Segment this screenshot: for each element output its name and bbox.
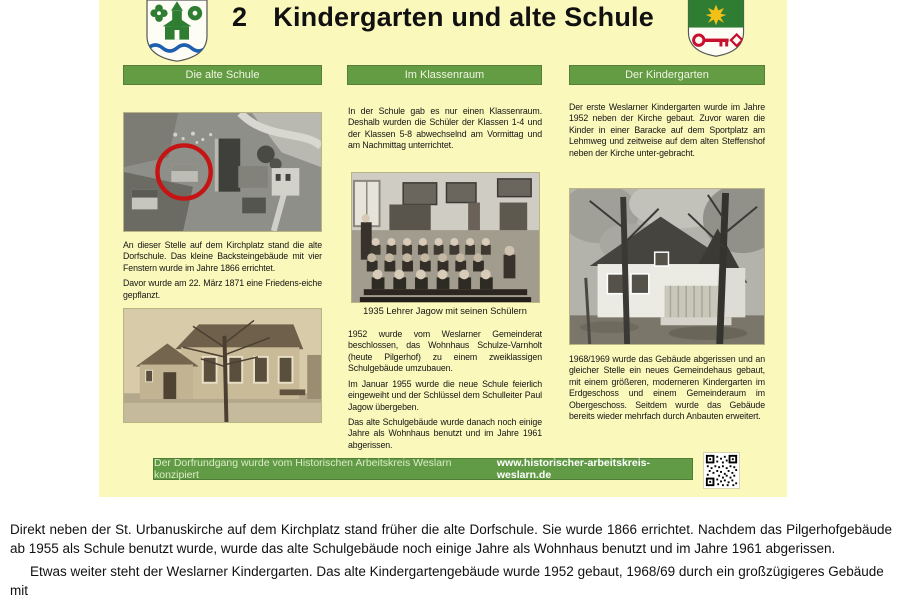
board-title — [99, 2, 787, 33]
gemeindehaus-paragraph-1: 1968/1969 wurde das Gebäude abgerissen und an gleicher Stelle ein neues Gemeindehaus gebaut, mit einem größeren, moderneren Kindergarten im Erdgeschoss und einem Gemeinderaum im Obergeschoss. Seitdem wurde das Gebäude bereits wieder mehrfach durch Anbauten erweitert. — [569, 354, 765, 422]
column-header-old-school-label: Die alte Schule — [185, 69, 260, 81]
old-school-paragraph-2: Davor wurde am 22. März 1871 eine Friedens-eiche gepflanzt. — [123, 278, 322, 300]
district-coat-of-arms-icon — [685, 0, 747, 44]
column-header-classroom-label: Im Klassenraum — [404, 69, 485, 81]
column-header-kindergarten — [569, 65, 765, 85]
old-school-paragraph-1: An dieser Stelle auf dem Kirchplatz stand die alte Dorfschule. Das kleine Backsteingebäude mit vier Fenstern wurde im Jahre 1866 errichtet. — [123, 240, 322, 273]
new-school-paragraph-3: Das alte Schulgebäude wurde danach noch einige Jahre als Wohnhaus benutzt und im Jahre 1961 abgerissen. — [348, 416, 542, 450]
old-school-building-photo — [123, 308, 322, 423]
aerial-photo-church-old-school — [123, 112, 322, 232]
board-number: 2 — [232, 2, 248, 32]
kindergarten-paragraph-1: Der erste Weslarner Kindergarten wurde im Jahre 1952 neben der Kirche gebaut. Zuvor waren die Kinder in einer Baracke auf dem Sportplatz am Lehmweg und zeitweise auf dem alten Steffenshof neben der Kirche unter-gebracht. — [569, 102, 765, 158]
new-school-text — [348, 329, 542, 455]
old-school-text — [123, 240, 322, 305]
classroom-1935-photo — [351, 172, 540, 303]
new-school-paragraph-2: Im Januar 1955 wurde die neue Schule feierlich eingeweiht und der Schlüssel dem Schulleiter Paul Jagow übergeben. — [348, 378, 542, 412]
classroom-paragraph-1: In der Schule gab es nur einen Klassenraum. Deshalb wurden die Schüler der Klassen 1-4 und der Klassen 5-8 abwechselnd am Vormittag und am Nachmittag unterrichtet. — [348, 106, 542, 151]
column-header-classroom — [347, 65, 542, 85]
classroom-photo-caption: 1935 Lehrer Jagow mit seinen Schülern — [363, 306, 527, 316]
classroom-text — [348, 106, 542, 156]
kindergarten-text — [569, 102, 765, 163]
qr-code — [703, 452, 740, 489]
board-title-text: Kindergarten und alte Schule — [273, 2, 654, 32]
footer-website-url: www.historischer-arbeitskreis-weslarn.de — [496, 457, 650, 481]
new-school-paragraph-1: 1952 wurde vom Weslarner Gemeinderat beschlossen, das Wohnhaus Schulze-Varnholt (heute Pilgerhof) zu einem zweiklassigen Schulgebäude umzubauen. — [348, 329, 542, 374]
footer-credit-text: Der Dorfrundgang wurde vom Historischen Arbeitskreis Weslarn konzipiert — [154, 457, 452, 481]
information-board — [99, 0, 787, 497]
column-header-old-school — [123, 65, 322, 85]
caption-paragraph-1: Direkt neben der St. Urbanuskirche auf dem Kirchplatz stand früher die alte Dorfschule. Sie wurde 1866 errichtet. Nachdem das Pilgerhofgebäude ab 1955 als Schule benutzt wurde, wurde das alte Schulgebäude noch einige Jahre als Wohnhaus benutzt und im Jahre 1961 abgerissen. — [10, 521, 892, 556]
gemeindehaus-text — [569, 354, 765, 427]
caption-paragraph-2: Etwas weiter steht der Weslarner Kindergarten. Das alte Kindergartengebäude wurde 1952 gebaut, 1968/69 durch ein großzügigeres Gebäude mit — [10, 563, 884, 598]
footer-bar — [153, 458, 693, 480]
column-header-kindergarten-label: Der Kindergarten — [625, 69, 709, 81]
kindergarten-building-photo — [569, 188, 765, 345]
